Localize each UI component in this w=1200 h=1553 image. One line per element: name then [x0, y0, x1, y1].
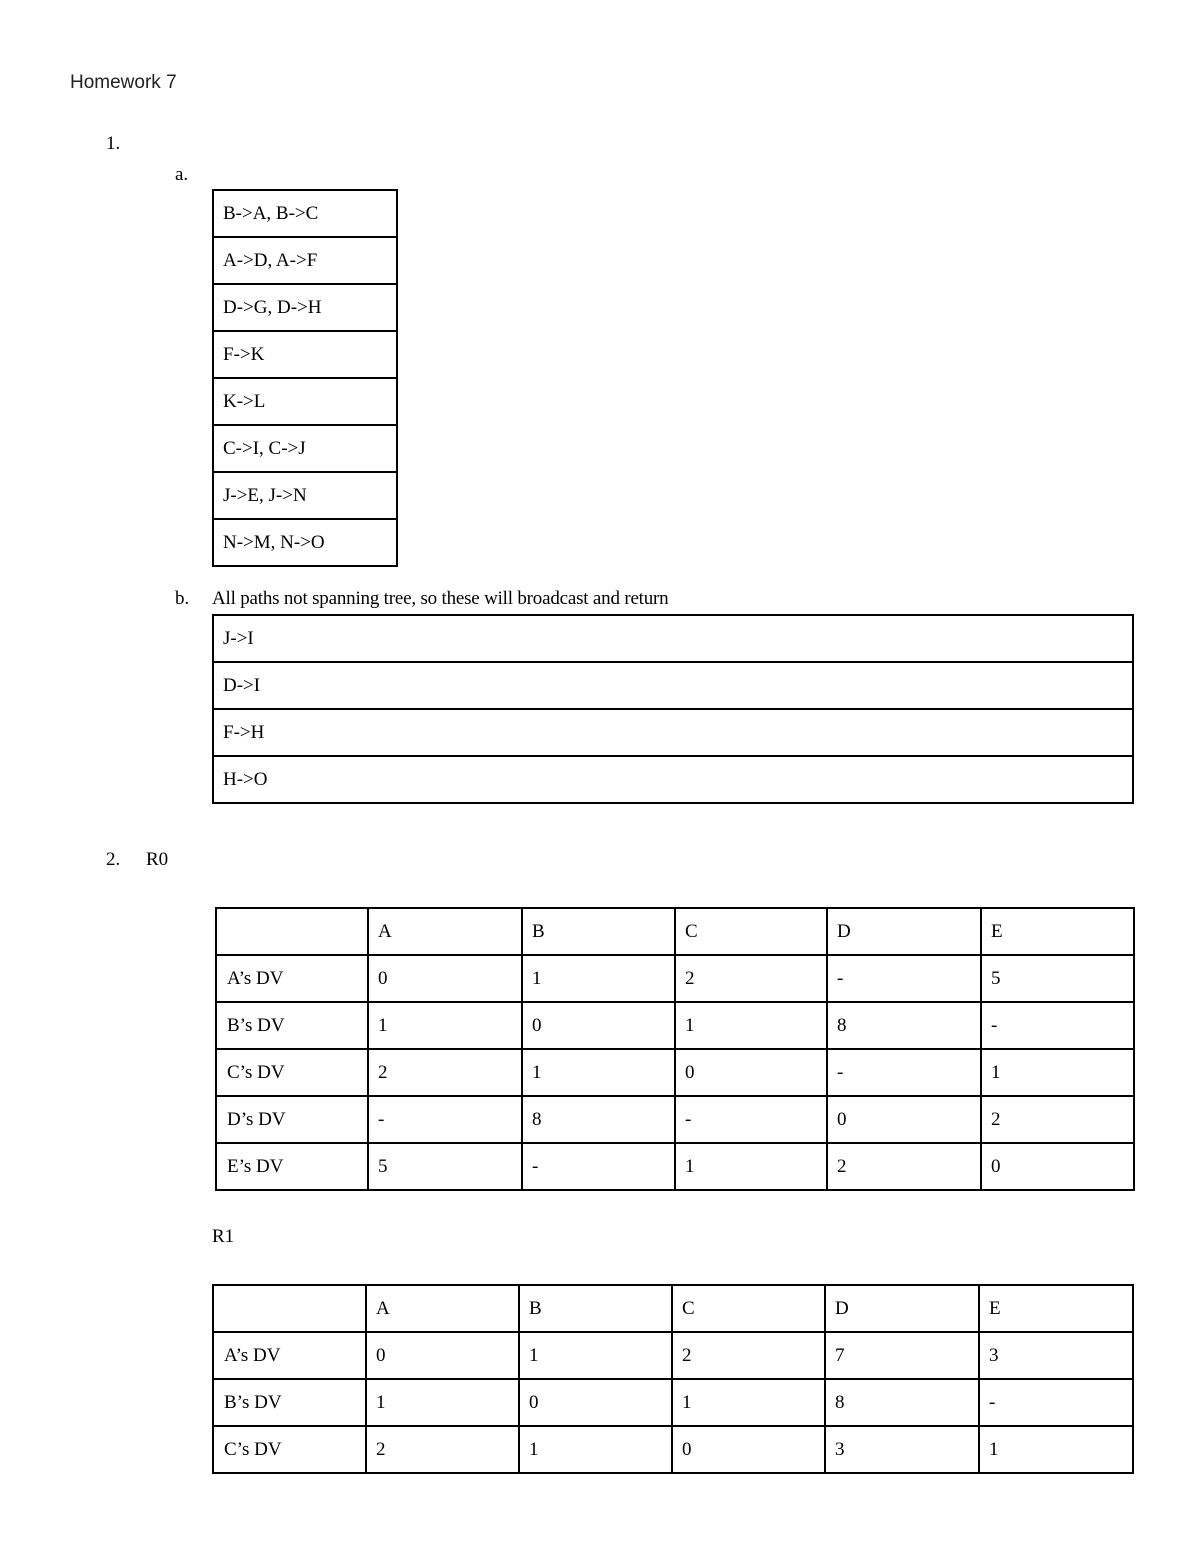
row-label-cell: B’s DV	[216, 1002, 368, 1049]
table-cell: D->I	[213, 662, 1133, 709]
value-cell: 0	[675, 1049, 827, 1096]
value-cell: 0	[981, 1143, 1134, 1190]
table-cell: D->G, D->H	[213, 284, 397, 331]
table-cell: A->D, A->F	[213, 237, 397, 284]
value-cell: 0	[827, 1096, 981, 1143]
table-cell: J->E, J->N	[213, 472, 397, 519]
value-cell: 8	[522, 1096, 675, 1143]
value-cell: 2	[827, 1143, 981, 1190]
value-cell: 1	[519, 1426, 672, 1473]
value-cell: -	[979, 1379, 1133, 1426]
value-cell: 0	[368, 955, 522, 1002]
value-cell: 2	[981, 1096, 1134, 1143]
broadcast-paths-table	[212, 614, 1134, 804]
header-cell	[213, 1285, 366, 1332]
value-cell: 1	[979, 1426, 1133, 1473]
row-label-cell: D’s DV	[216, 1096, 368, 1143]
value-cell: 2	[675, 955, 827, 1002]
header-cell: A	[368, 908, 522, 955]
table-cell: H->O	[213, 756, 1133, 803]
header-cell: E	[981, 908, 1134, 955]
value-cell: 1	[981, 1049, 1134, 1096]
row-label-cell: C’s DV	[216, 1049, 368, 1096]
question-2-number: 2.	[106, 849, 121, 870]
header-cell: A	[366, 1285, 519, 1332]
value-cell: 5	[368, 1143, 522, 1190]
spanning-tree-row	[213, 425, 397, 472]
table-row	[216, 1096, 1134, 1143]
table-cell: F->K	[213, 331, 397, 378]
table-row	[216, 1143, 1134, 1190]
value-cell: 3	[825, 1426, 979, 1473]
r1-distance-vector-table	[212, 1284, 1134, 1474]
spanning-tree-row	[213, 190, 397, 237]
r0-label: R0	[146, 849, 169, 870]
value-cell: 1	[522, 1049, 675, 1096]
r0-distance-vector-table	[215, 907, 1135, 1191]
header-cell: E	[979, 1285, 1133, 1332]
header-row	[213, 1285, 1133, 1332]
table-row	[213, 1426, 1133, 1473]
header-cell: D	[825, 1285, 979, 1332]
value-cell: 1	[368, 1002, 522, 1049]
header-cell: C	[675, 908, 827, 955]
table-row	[216, 955, 1134, 1002]
value-cell: 0	[519, 1379, 672, 1426]
value-cell: -	[827, 955, 981, 1002]
table-row	[216, 1002, 1134, 1049]
broadcast-path-row	[213, 756, 1133, 803]
value-cell: 7	[825, 1332, 979, 1379]
spanning-tree-row	[213, 472, 397, 519]
value-cell: -	[368, 1096, 522, 1143]
table-cell: B->A, B->C	[213, 190, 397, 237]
broadcast-path-row	[213, 709, 1133, 756]
part-a-label: a.	[175, 164, 189, 185]
part-b-label: b.	[175, 588, 190, 609]
value-cell: 0	[522, 1002, 675, 1049]
header-cell: C	[672, 1285, 825, 1332]
value-cell: -	[675, 1096, 827, 1143]
value-cell: 8	[825, 1379, 979, 1426]
value-cell: 0	[366, 1332, 519, 1379]
table-row	[213, 1379, 1133, 1426]
table-cell: J->I	[213, 615, 1133, 662]
value-cell: 0	[672, 1426, 825, 1473]
header-row	[216, 908, 1134, 955]
value-cell: -	[522, 1143, 675, 1190]
spanning-tree-row	[213, 284, 397, 331]
broadcast-path-row	[213, 662, 1133, 709]
table-cell: C->I, C->J	[213, 425, 397, 472]
value-cell: -	[827, 1049, 981, 1096]
spanning-tree-row	[213, 237, 397, 284]
header-cell: D	[827, 908, 981, 955]
value-cell: 5	[981, 955, 1134, 1002]
part-b-text: All paths not spanning tree, so these will broadcast and return	[212, 588, 669, 609]
value-cell: -	[981, 1002, 1134, 1049]
spanning-tree-row	[213, 519, 397, 566]
r1-label: R1	[212, 1226, 235, 1247]
header-cell	[216, 908, 368, 955]
table-row	[213, 1332, 1133, 1379]
value-cell: 1	[366, 1379, 519, 1426]
row-label-cell: A’s DV	[213, 1332, 366, 1379]
value-cell: 2	[366, 1426, 519, 1473]
value-cell: 3	[979, 1332, 1133, 1379]
value-cell: 2	[368, 1049, 522, 1096]
spanning-tree-table	[212, 189, 398, 567]
row-label-cell: E’s DV	[216, 1143, 368, 1190]
table-cell: N->M, N->O	[213, 519, 397, 566]
value-cell: 1	[675, 1002, 827, 1049]
value-cell: 2	[672, 1332, 825, 1379]
row-label-cell: A’s DV	[216, 955, 368, 1002]
spanning-tree-row	[213, 331, 397, 378]
broadcast-path-row	[213, 615, 1133, 662]
table-cell: K->L	[213, 378, 397, 425]
spanning-tree-row	[213, 378, 397, 425]
question-1-number: 1.	[106, 133, 121, 154]
value-cell: 1	[675, 1143, 827, 1190]
row-label-cell: C’s DV	[213, 1426, 366, 1473]
table-cell: F->H	[213, 709, 1133, 756]
header-cell: B	[519, 1285, 672, 1332]
value-cell: 8	[827, 1002, 981, 1049]
row-label-cell: B’s DV	[213, 1379, 366, 1426]
header-cell: B	[522, 908, 675, 955]
value-cell: 1	[672, 1379, 825, 1426]
table-row	[216, 1049, 1134, 1096]
document-title: Homework 7	[70, 72, 177, 93]
value-cell: 1	[522, 955, 675, 1002]
value-cell: 1	[519, 1332, 672, 1379]
